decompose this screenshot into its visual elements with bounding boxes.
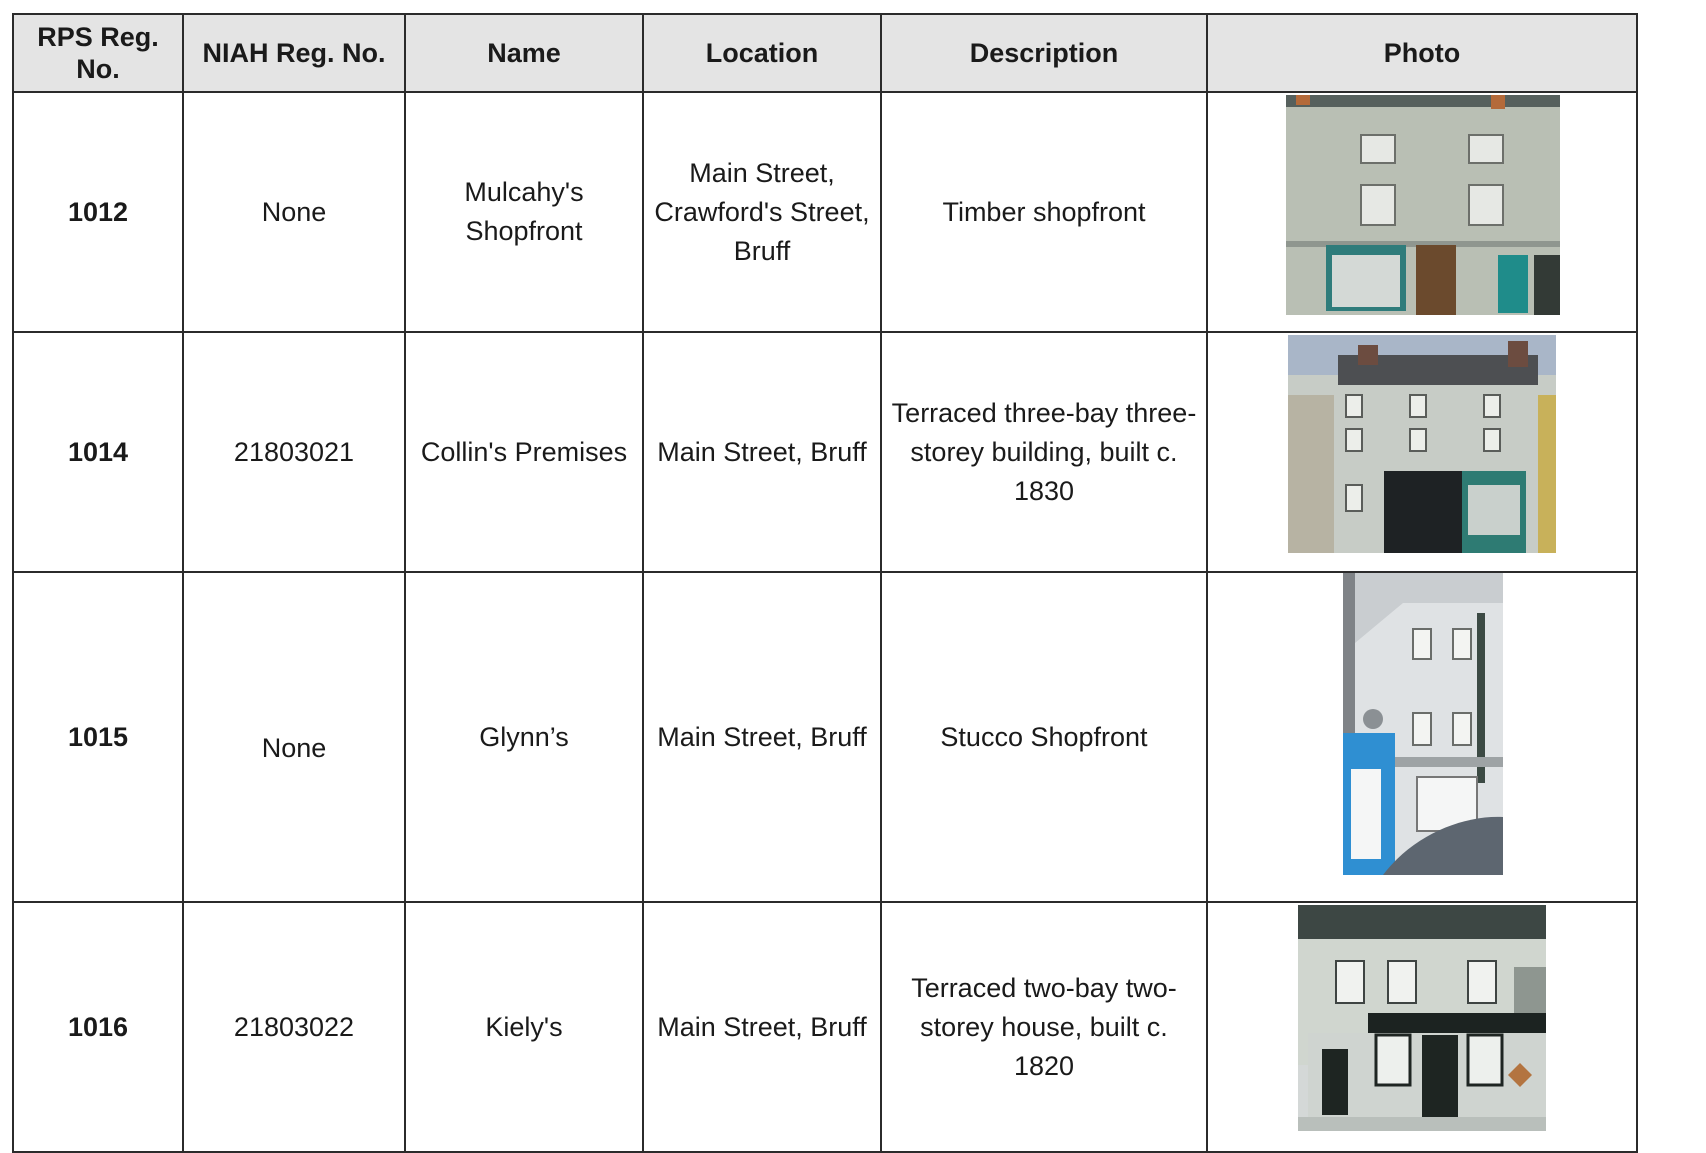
niah-reg-no-cell: None (183, 92, 405, 332)
table-row (13, 572, 1637, 902)
header-name: Name (405, 14, 643, 92)
building-photo (1298, 905, 1546, 1131)
header-niah-reg-no: NIAH Reg. No. (183, 14, 405, 92)
building-photo (1286, 95, 1560, 315)
niah-reg-no-cell: 21803022 (183, 902, 405, 1152)
rps-reg-no-cell: 1014 (13, 332, 183, 572)
header-description: Description (881, 14, 1207, 92)
photo-cell (1207, 332, 1637, 572)
description-cell: Timber shopfront (881, 92, 1207, 332)
photo-cell (1207, 902, 1637, 1152)
name-cell: Glynn’s (405, 572, 643, 902)
niah-reg-no-cell: 21803021 (183, 332, 405, 572)
table-header-row (13, 14, 1637, 92)
name-cell: Collin's Premises (405, 332, 643, 572)
location-cell: Main Street, Bruff (643, 332, 881, 572)
description-cell: Stucco Shopfront (881, 572, 1207, 902)
description-cell: Terraced three-bay three-storey building, built c. 1830 (881, 332, 1207, 572)
rps-reg-no-cell: 1012 (13, 92, 183, 332)
building-photo (1288, 335, 1556, 553)
rps-reg-no-cell: 1016 (13, 902, 183, 1152)
name-cell: Mulcahy's Shopfront (405, 92, 643, 332)
location-cell: Main Street, Bruff (643, 902, 881, 1152)
table-row (13, 92, 1637, 332)
description-cell: Terraced two-bay two-storey house, built c. 1820 (881, 902, 1207, 1152)
photo-cell (1207, 572, 1637, 902)
header-location: Location (643, 14, 881, 92)
rps-reg-no-cell: 1015 (13, 572, 183, 902)
header-photo: Photo (1207, 14, 1637, 92)
name-cell: Kiely's (405, 902, 643, 1152)
header-rps-reg-no: RPS Reg. No. (13, 14, 183, 92)
rps-table (12, 13, 1638, 1153)
table-row (13, 902, 1637, 1152)
building-photo (1343, 573, 1503, 875)
table-row (13, 332, 1637, 572)
photo-cell (1207, 92, 1637, 332)
location-cell: Main Street, Crawford's Street, Bruff (643, 92, 881, 332)
niah-reg-no-cell: None (183, 572, 405, 902)
location-cell: Main Street, Bruff (643, 572, 881, 902)
